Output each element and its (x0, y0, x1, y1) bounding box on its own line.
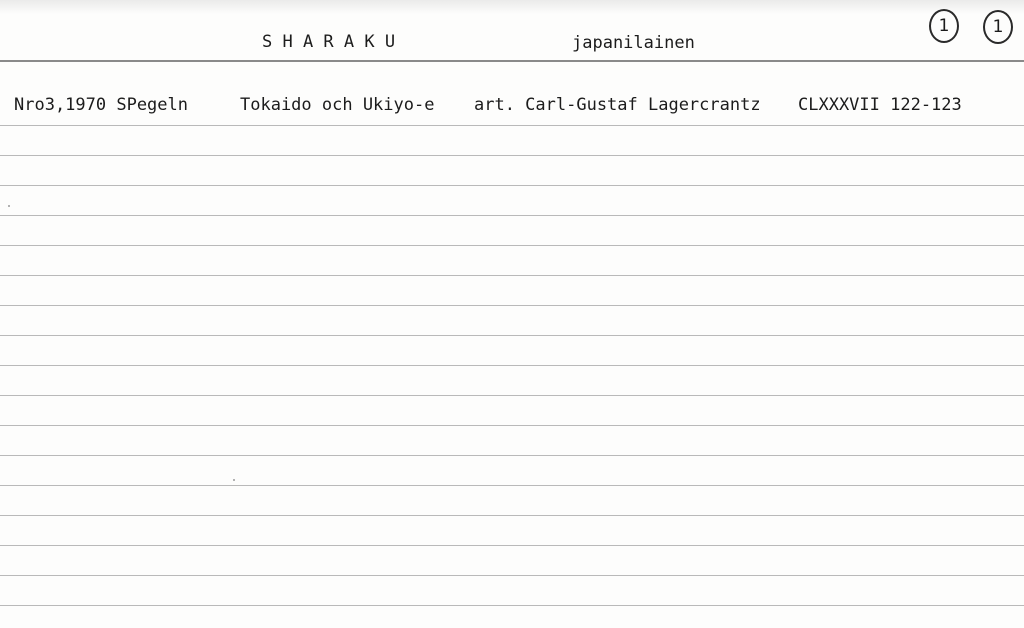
ruled-line (0, 575, 1024, 576)
ruled-line (0, 155, 1024, 156)
paper-speck (233, 479, 235, 481)
ruled-line (0, 185, 1024, 186)
ruled-line (0, 395, 1024, 396)
ruled-line (0, 245, 1024, 246)
ruled-line (0, 455, 1024, 456)
ruled-line (0, 515, 1024, 516)
ruled-line (0, 275, 1024, 276)
handwritten-mark-2 (983, 10, 1013, 44)
paper-speck (8, 205, 10, 207)
mark-1-text: 1 (938, 16, 950, 36)
nationality-label: japanilainen (572, 33, 695, 53)
entry-issue: Nro3,1970 SPegeln (14, 95, 188, 115)
ruled-line (0, 215, 1024, 216)
entry-title: Tokaido och Ukiyo-e (240, 95, 435, 115)
handwritten-mark-1 (929, 9, 959, 43)
card-top-edge (0, 0, 1024, 14)
entry-pages: CLXXXVII 122-123 (798, 95, 962, 115)
ruled-line (0, 605, 1024, 606)
subject-heading: S H A R A K U (262, 32, 396, 52)
entry-author: art. Carl-Gustaf Lagercrantz (474, 95, 761, 115)
ruled-line (0, 305, 1024, 306)
ruled-line (0, 485, 1024, 486)
ruled-line (0, 365, 1024, 366)
ruled-line (0, 545, 1024, 546)
ruled-line (0, 335, 1024, 336)
mark-2-text: 1 (992, 17, 1004, 37)
ruled-line (0, 125, 1024, 126)
header-rule (0, 60, 1024, 62)
ruled-line (0, 425, 1024, 426)
